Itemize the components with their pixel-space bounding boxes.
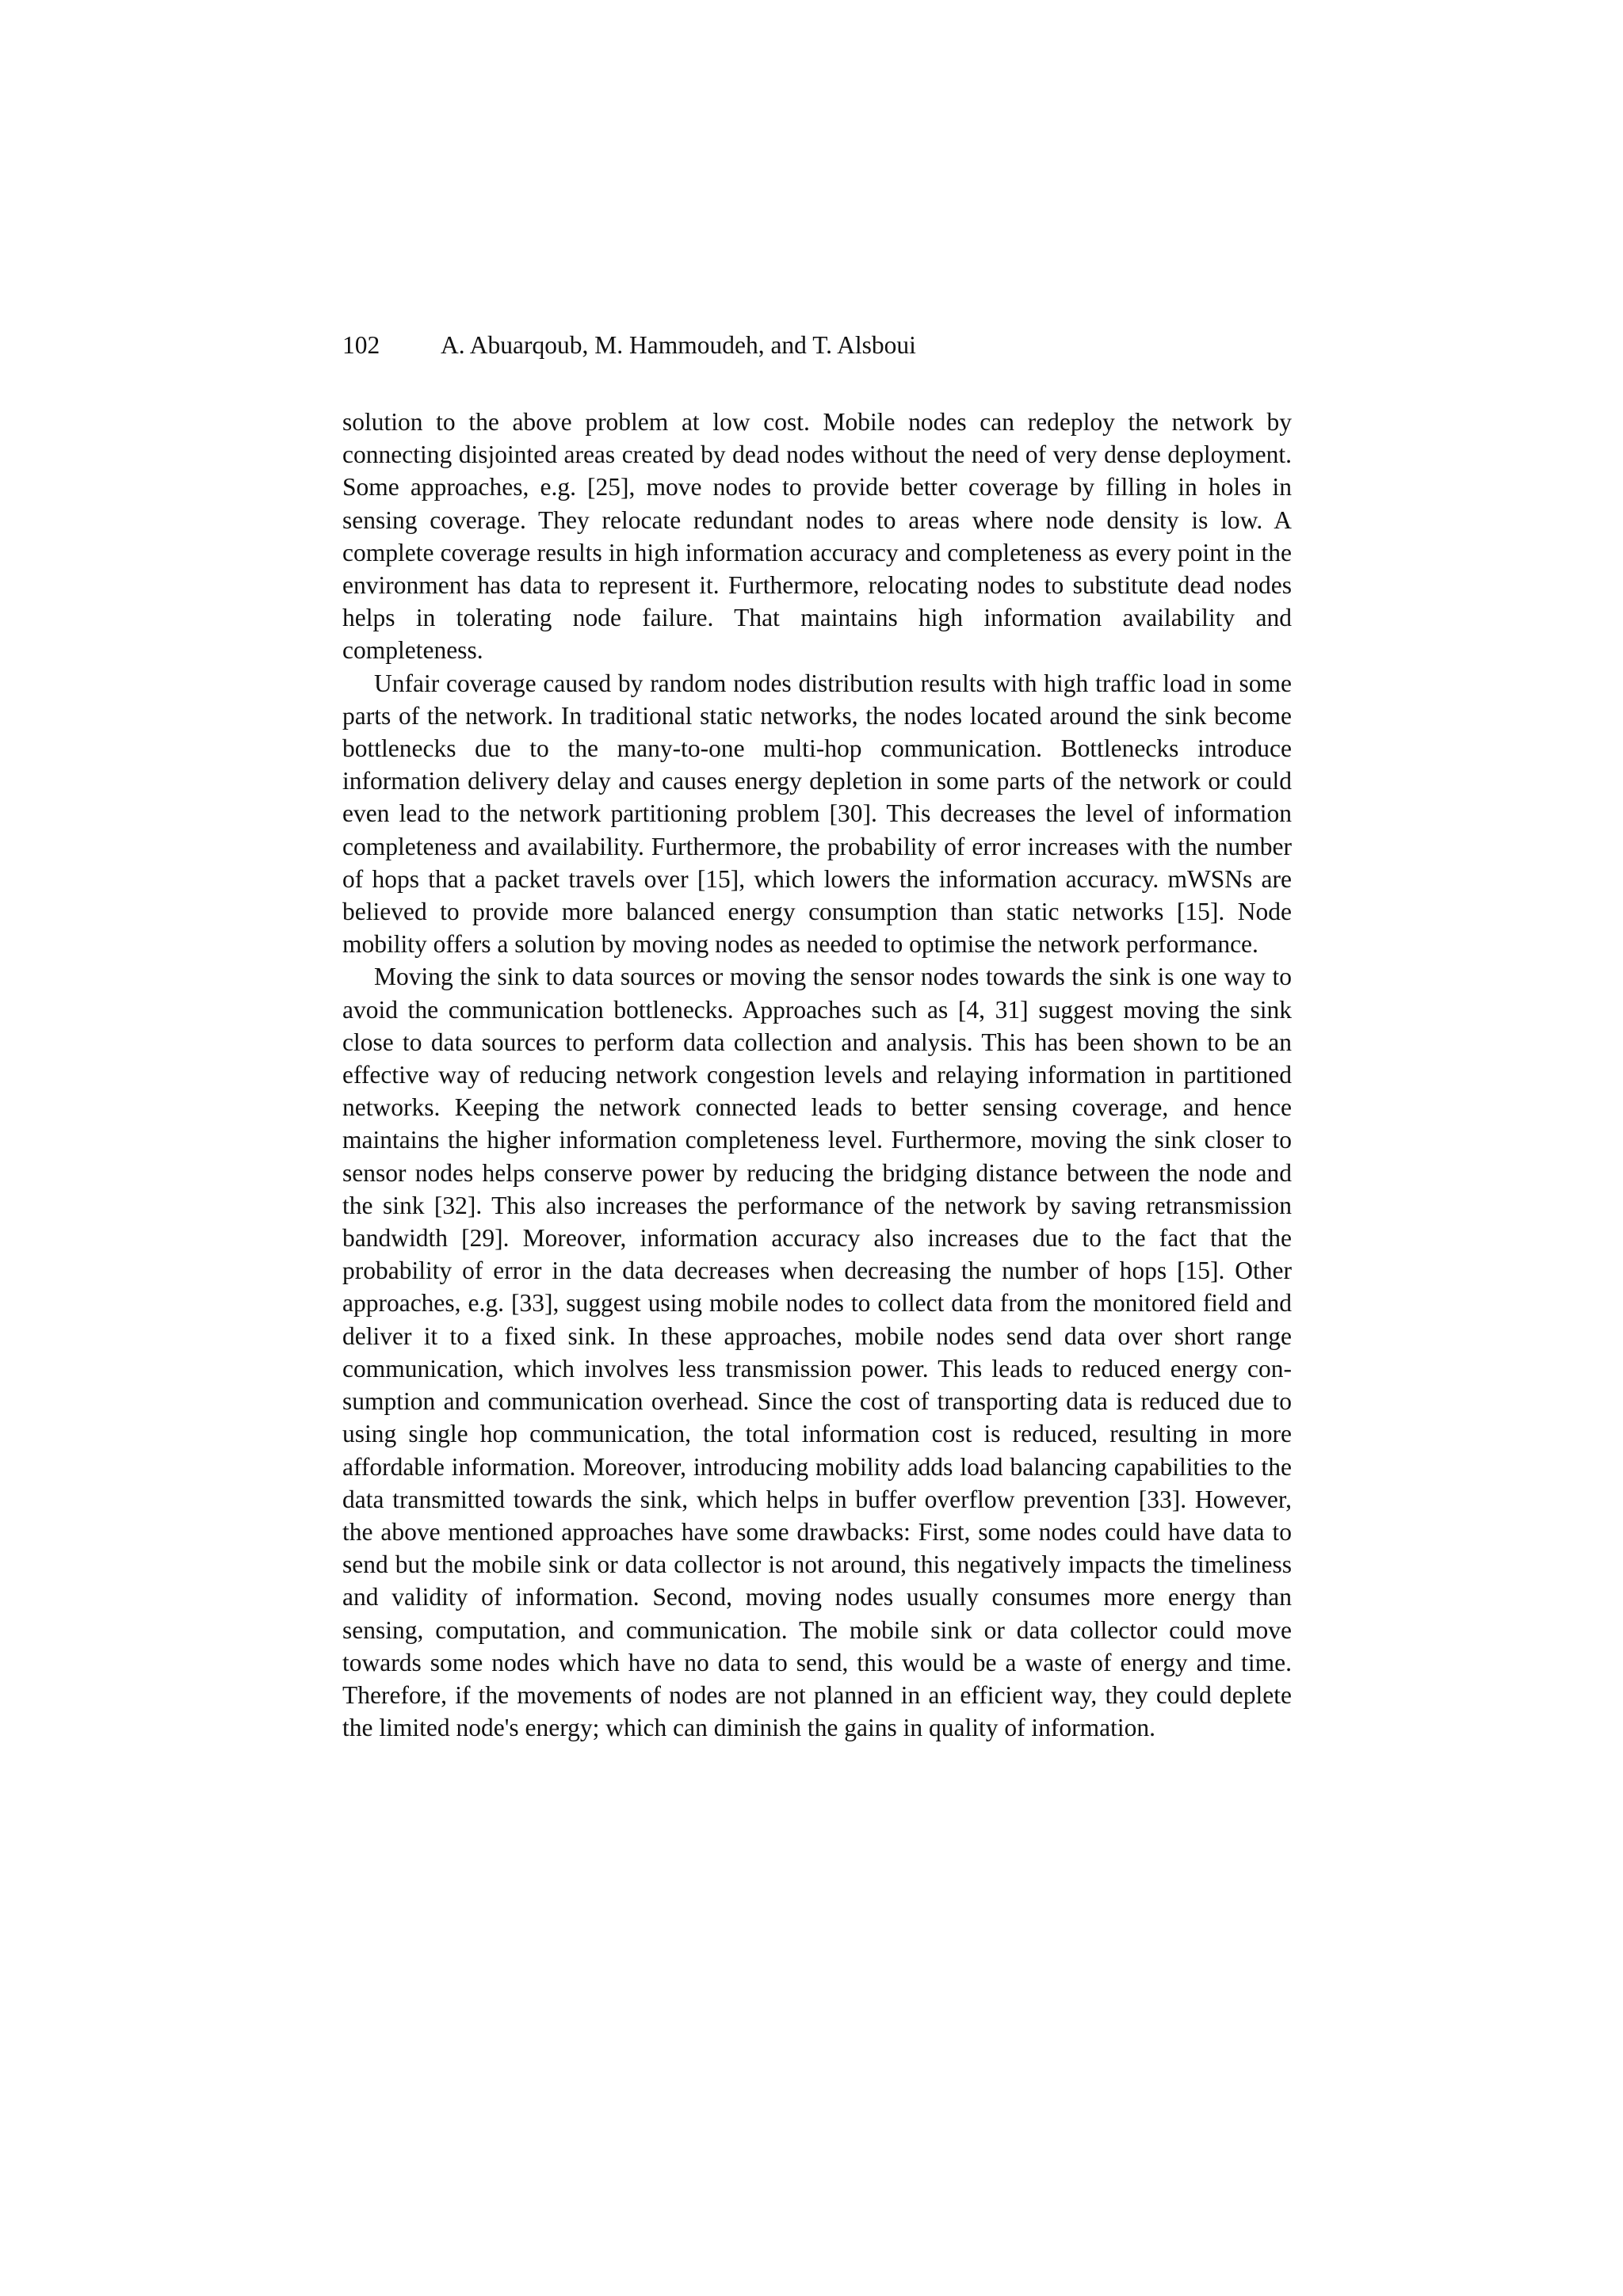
page-header [342, 326, 1293, 364]
page-number: 102 [342, 331, 380, 359]
paragraph-moving-sink: Moving the sink to data sources or moving the sensor nodes towards the sink is one way to avoid the communication bottlenecks. Approaches such as [4, 31] suggest moving the sink close to data sources to perform data collection and analysis. This has been shown to be an effective way of reducing network congestion levels and relaying information in partitioned networks. Keeping the network connected leads to better sensing coverage, and hence maintains the higher information completeness level. Furthermore, moving the sink closer to sensor nodes helps conserve power by reducing the bridging distance between the node and the sink [32]. This also increases the performance of the network by saving retransmission bandwidth [29]. Moreover, information accuracy also increases due to the fact that the probability of error in the data decreases when decreasing the number of hops [15]. Other approaches, e.g. [33], suggest using mobile nodes to collect data from the monitored field and deliver it to a fixed sink. In these approaches, mobile nodes send data over short range communication, which involves less transmission power. This leads to reduced energy consumption and communication overhead. Since the cost of transporting data is reduced due to using single hop communication, the total information cost is reduced, resulting in more affordable information. Moreover, introducing mobility adds load balancing capabilities to the data transmitted towards the sink, which helps in buffer overflow prevention [33]. However, the above mentioned approaches have some drawbacks: First, some nodes could have data to send but the mobile sink or data collector is not around, this negatively impacts the timeliness and validity of information. Second, moving nodes usually consumes more energy than sensing, computation, and communication. The mobile sink or data collector could move towards some nodes which have no data to send, this would be a waste of energy and time. Therefore, if the movements of nodes are not planned in an efficient way, they could deplete the limited node's energy; which can diminish the gains in quality of information. [342, 963, 1292, 1742]
running-head-authors: A. Abuarqoub, M. Hammoudeh, and T. Alsboui [441, 331, 916, 359]
body-text [342, 406, 1292, 1744]
paragraph-mobile-redeploy: solution to the above problem at low cost. Mobile nodes can redeploy the network by connecting disjointed areas created by dead nodes without the need of very dense deployment. Some approaches, e.g. [25], move nodes to provide better coverage by filling in holes in sensing coverage. They relocate redundant nodes to areas where node density is low. A complete coverage results in high information accuracy and completeness as every point in the environment has data to represent it. Furthermore, relocating nodes to substitute dead nodes helps in tolerating node failure. That maintains high information availability and completeness. [342, 408, 1292, 665]
paragraph-unfair-coverage: Unfair coverage caused by random nodes distribution results with high traffic load in some parts of the network. In traditional static networks, the nodes located around the sink become bottlenecks due to the many-to-one multi-hop communication. Bottlenecks introduce information delivery delay and causes energy depletion in some parts of the network or could even lead to the network partitioning problem [30]. This decreases the level of information completeness and availability. Furthermore, the probability of error increases with the number of hops that a packet travels over [15], which lowers the information accuracy. mWSNs are believed to provide more balanced energy consumption than static networks [15]. Node mobility offers a solution by moving nodes as needed to optimise the network performance. [342, 669, 1292, 959]
